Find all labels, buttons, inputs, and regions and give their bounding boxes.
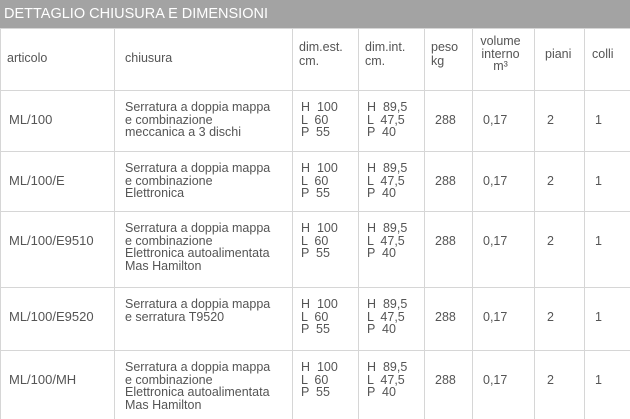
- colli-value-cell: [585, 212, 630, 288]
- dim-int-value: [359, 212, 424, 260]
- articolo-value-cell: [1, 212, 115, 288]
- chiusura-value-line: Serratura a doppia mappa: [125, 161, 271, 175]
- dim-est-value-line: P 55: [301, 322, 330, 336]
- articolo-value-cell: [1, 288, 115, 351]
- header-peso-line1: peso: [431, 40, 459, 54]
- header-dim-int: [359, 29, 425, 91]
- peso-value: 288: [435, 373, 456, 387]
- chiusura-value-line: Serratura a doppia mappa: [125, 100, 271, 114]
- header-colli: [585, 29, 630, 91]
- dim-int-value-line: H 89,5: [367, 161, 408, 175]
- header-dim-int-line2: cm.: [365, 54, 386, 68]
- dim-int-value-cell: [359, 212, 425, 288]
- colli-value-cell: [585, 91, 630, 152]
- peso-value-cell: [425, 212, 473, 288]
- header-chiusura-label: chiusura: [125, 51, 173, 65]
- chiusura-value-line: Serratura a doppia mappa: [125, 221, 271, 235]
- dim-est-value-line: P 55: [301, 186, 330, 200]
- chiusura-value-line: e serratura T9520: [125, 309, 225, 324]
- dim-est-value-cell: [293, 152, 359, 212]
- dim-est-value-line: H 100: [301, 221, 338, 235]
- table-row: [1, 212, 630, 288]
- chiusura-value-line: e combinazione: [125, 372, 213, 387]
- dim-est-value-line: L 60: [301, 372, 329, 387]
- volume-value: 0,17: [483, 174, 508, 188]
- peso-value-cell: [425, 152, 473, 212]
- volume-value-cell: [473, 212, 535, 288]
- chiusura-value-cell: [115, 152, 293, 212]
- table-row: [1, 152, 630, 212]
- peso-value: 288: [435, 310, 456, 324]
- colli-value: 1: [595, 310, 602, 324]
- peso-value: 288: [435, 113, 456, 127]
- table-row: [1, 288, 630, 351]
- dim-int-value-line: P 40: [367, 385, 396, 399]
- chiusura-value: [115, 91, 292, 139]
- header-dim-est-label: [293, 29, 358, 68]
- volume-value-cell: [473, 152, 535, 212]
- peso-value-cell: [425, 288, 473, 351]
- articolo-value: ML/100/E9520: [9, 309, 94, 324]
- table-row: [1, 91, 630, 152]
- piani-value-cell: [535, 351, 585, 419]
- articolo-value-cell: [1, 152, 115, 212]
- articolo-value-cell: [1, 91, 115, 152]
- peso-value: 288: [435, 174, 456, 188]
- dim-int-value-line: P 40: [367, 125, 396, 139]
- colli-value-cell: [585, 288, 630, 351]
- dim-int-value-cell: [359, 351, 425, 419]
- dim-est-value-line: H 100: [301, 161, 338, 175]
- dim-int-value-line: P 40: [367, 186, 396, 200]
- dim-int-value-line: L 47,5: [367, 173, 405, 188]
- chiusura-value-line: e combinazione: [125, 173, 213, 188]
- dim-int-value: [359, 91, 424, 139]
- header-peso-label: [425, 29, 472, 68]
- dim-est-value-line: L 60: [301, 173, 329, 188]
- dim-int-value: [359, 351, 424, 399]
- dim-int-value-line: H 89,5: [367, 221, 408, 235]
- colli-value-cell: [585, 152, 630, 212]
- chiusura-value-line: meccanica a 3 dischi: [125, 125, 242, 139]
- dim-est-value-line: L 60: [301, 309, 329, 324]
- header-volume-line2: interno: [481, 46, 520, 61]
- piani-value-cell: [535, 212, 585, 288]
- header-articolo-label: articolo: [7, 51, 48, 65]
- dim-est-value-cell: [293, 288, 359, 351]
- chiusura-value: [115, 288, 292, 323]
- volume-value: 0,17: [483, 234, 508, 248]
- dim-int-value-line: L 47,5: [367, 309, 405, 324]
- chiusura-value-cell: [115, 212, 293, 288]
- table-body: [1, 91, 630, 419]
- peso-value-cell: [425, 91, 473, 152]
- section-title: DETTAGLIO CHIUSURA E DIMENSIONI: [0, 0, 630, 28]
- chiusura-value-cell: [115, 91, 293, 152]
- volume-value-cell: [473, 288, 535, 351]
- header-dim-est-line1: dim.est.: [299, 40, 343, 54]
- dim-int-value-line: P 40: [367, 246, 396, 260]
- chiusura-value: [115, 351, 292, 411]
- dim-int-value-cell: [359, 152, 425, 212]
- header-dim-est: [293, 29, 359, 91]
- piani-value-cell: [535, 91, 585, 152]
- dim-est-value-line: L 60: [301, 112, 329, 127]
- dim-int-value: [359, 152, 424, 200]
- dim-int-value-cell: [359, 91, 425, 152]
- chiusura-value-cell: [115, 351, 293, 419]
- chiusura-value-line: Serratura a doppia mappa: [125, 360, 271, 374]
- chiusura-value: [115, 152, 292, 200]
- header-chiusura: [115, 29, 293, 91]
- dim-int-value-line: H 89,5: [367, 360, 408, 374]
- dim-est-value-cell: [293, 351, 359, 419]
- piani-value: 2: [547, 310, 554, 324]
- chiusura-value-line: Elettronica autoalimentata: [125, 246, 270, 260]
- colli-value: 1: [595, 234, 602, 248]
- table-row: [1, 351, 630, 419]
- volume-value: 0,17: [483, 113, 508, 127]
- dim-est-value: [293, 152, 358, 200]
- dim-int-value-line: L 47,5: [367, 112, 405, 127]
- header-volume-label: [473, 29, 534, 73]
- piani-value: 2: [547, 234, 554, 248]
- dim-est-value: [293, 91, 358, 139]
- header-articolo: [1, 29, 115, 91]
- volume-value-cell: [473, 351, 535, 419]
- colli-value: 1: [595, 174, 602, 188]
- dim-est-value-cell: [293, 91, 359, 152]
- articolo-value: ML/100/E: [9, 173, 65, 188]
- dim-int-value-line: H 89,5: [367, 297, 408, 311]
- header-colli-label: colli: [592, 47, 614, 61]
- volume-value: 0,17: [483, 373, 508, 387]
- dim-est-value-line: P 55: [301, 246, 330, 260]
- dim-est-value-line: L 60: [301, 233, 329, 248]
- piani-value-cell: [535, 288, 585, 351]
- chiusura-value-line: Mas Hamilton: [125, 397, 202, 412]
- dim-est-value-line: H 100: [301, 100, 338, 114]
- peso-value: 288: [435, 234, 456, 248]
- dim-est-value-line: H 100: [301, 360, 338, 374]
- header-row: [1, 29, 630, 91]
- dim-est-value: [293, 288, 358, 336]
- dim-est-value-line: P 55: [301, 125, 330, 139]
- volume-value: 0,17: [483, 310, 508, 324]
- colli-value-cell: [585, 351, 630, 419]
- chiusura-value-line: Elettronica: [125, 186, 185, 200]
- dim-est-value: [293, 351, 358, 399]
- piani-value: 2: [547, 373, 554, 387]
- colli-value: 1: [595, 113, 602, 127]
- chiusura-value-line: e combinazione: [125, 233, 213, 248]
- header-volume: [473, 29, 535, 91]
- articolo-value-cell: [1, 351, 115, 419]
- spec-table: [0, 28, 630, 419]
- articolo-value: ML/100/E9510: [9, 233, 94, 248]
- dim-est-value-cell: [293, 212, 359, 288]
- articolo-value: ML/100/MH: [9, 372, 77, 387]
- dim-int-value-cell: [359, 288, 425, 351]
- header-peso: [425, 29, 473, 91]
- dim-int-value-line: H 89,5: [367, 100, 408, 114]
- dim-int-value: [359, 288, 424, 336]
- header-dim-int-label: [359, 29, 424, 68]
- header-volume-line1: volume: [480, 34, 521, 48]
- chiusura-value-line: Elettronica autoalimentata: [125, 385, 270, 399]
- peso-value-cell: [425, 351, 473, 419]
- chiusura-value-line: e combinazione: [125, 112, 213, 127]
- chiusura-value: [115, 212, 292, 272]
- chiusura-value-cell: [115, 288, 293, 351]
- piani-value: 2: [547, 174, 554, 188]
- piani-value-cell: [535, 152, 585, 212]
- header-dim-est-line2: cm.: [299, 54, 320, 68]
- chiusura-value-line: Mas Hamilton: [125, 258, 202, 273]
- dim-int-value-line: L 47,5: [367, 372, 405, 387]
- header-dim-int-line1: dim.int.: [365, 40, 406, 54]
- chiusura-value-line: Serratura a doppia mappa: [125, 297, 271, 311]
- piani-value: 2: [547, 113, 554, 127]
- dim-int-value-line: P 40: [367, 322, 396, 336]
- header-peso-line2: kg: [431, 54, 445, 68]
- dim-est-value-line: P 55: [301, 385, 330, 399]
- dim-est-value-line: H 100: [301, 297, 338, 311]
- dim-int-value-line: L 47,5: [367, 233, 405, 248]
- volume-value-cell: [473, 91, 535, 152]
- header-volume-line3: m³: [493, 59, 508, 73]
- header-piani: [535, 29, 585, 91]
- dim-est-value: [293, 212, 358, 260]
- articolo-value: ML/100: [9, 112, 53, 127]
- header-piani-label: piani: [545, 47, 572, 61]
- colli-value: 1: [595, 373, 602, 387]
